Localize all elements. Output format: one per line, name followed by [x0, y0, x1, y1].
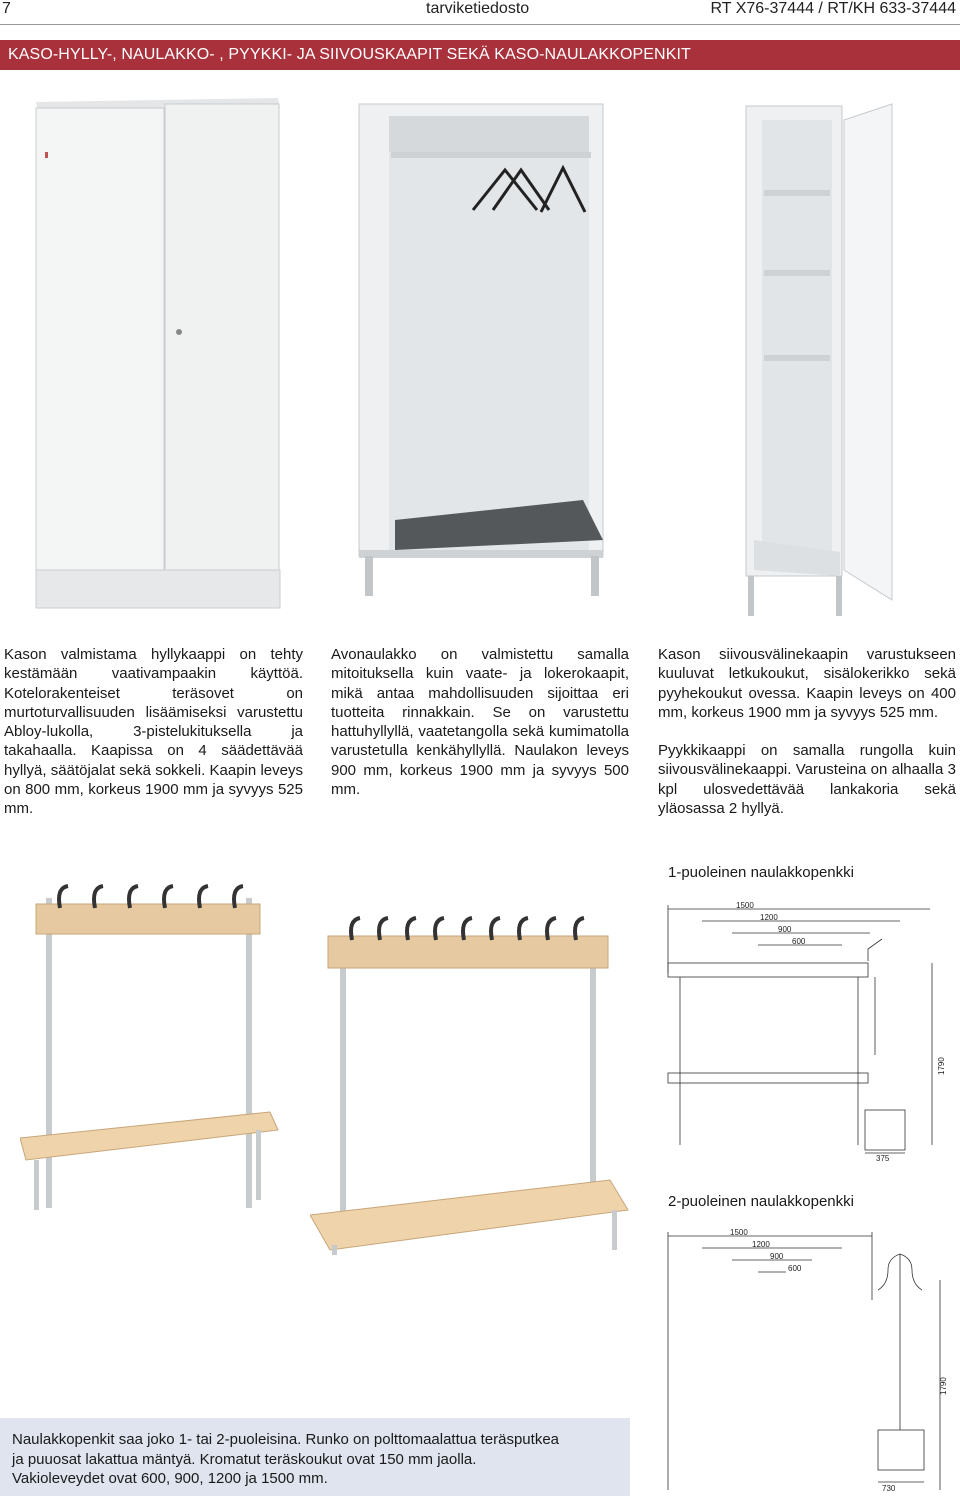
height-label: 1790	[939, 1377, 948, 1395]
open-coat-rack-photo	[355, 100, 610, 600]
cleaning-cabinet-photo	[740, 100, 900, 620]
width-label-600: 600	[788, 1264, 802, 1273]
document-code: RT X76-37444 / RT/KH 633-37444	[710, 0, 956, 17]
note-line-1: Naulakkopenkit saa joko 1- tai 2-puoleisina. Runko on polttomaalattua teräsputkea	[12, 1431, 560, 1448]
width-label-900: 900	[778, 925, 792, 934]
single-bench-caption: 1-puoleinen naulakkopenkki	[668, 864, 854, 881]
width-label-1200: 1200	[752, 1240, 770, 1249]
banner-title: KASO-HYLLY-, NAULAKKO- , PYYKKI- JA SIIVOUSKAAPIT SEKÄ KASO-NAULAKKOPENKIT	[8, 46, 691, 63]
double-bench-caption: 2-puoleinen naulakkopenkki	[668, 1193, 854, 1210]
width-label-1200: 1200	[760, 913, 778, 922]
cleaning-cabinet-description: Kason siivousvälinekaapin varustukseen kuuluvat letkukoukut, sisälokerikko sekä pyyhekoukut ovessa. Kaapin leveys on 400 mm, korkeus 1900 mm ja syvyys 525 mm.	[658, 646, 956, 721]
note-box	[0, 1418, 630, 1496]
double-bench-drawing	[660, 1220, 955, 1498]
width-label-1500: 1500	[736, 901, 754, 910]
header-rule	[0, 24, 960, 25]
cabinet-description: Kason valmistama hyllykaappi on tehty kestämään vaativampaakin käyttöä. Kotelorakenteiset teräsovet on murtoturvallisuuden lisäämiseksi varustettu Abloy-lukolla, 3-pistelukituksella ja takahaalla. Kaapissa on 4 säädettävää hyllyä, säätöjalat sekä sokkeli. Kaapin leveys on 800 mm, korkeus 1900 mm ja syvyys 525 mm.	[4, 646, 303, 818]
laundry-cabinet-description: Pyykkikaappi on samalla rungolla kuin siivousvälinekaappi. Varusteina on alhaalla 3 kpl ulosvedettävää lankakoria sekä yläosassa 2 hyllyä.	[658, 742, 956, 817]
double-sided-bench-photo	[310, 910, 630, 1255]
cabinet-photo	[28, 92, 288, 612]
height-label: 1790	[937, 1057, 946, 1075]
width-label-900: 900	[770, 1252, 784, 1261]
width-label-600: 600	[792, 937, 806, 946]
note-line-3: Vakioleveydet ovat 600, 900, 1200 ja 1500 mm.	[12, 1470, 328, 1487]
coat-rack-description: Avonaulakko on valmistettu samalla mitoituksella kuin vaate- ja lokerokaapit, mikä antaa mahdollisuuden sijoittaa eri tuotteita rinnakkain. Se on varustettu hattuhyllyllä, vaatetangolla sekä kumimatolla varustetulla kenkähyllyllä. Naulakon leveys 900 mm, korkeus 1900 mm ja syvyys 500 mm.	[331, 646, 629, 799]
single-sided-bench-photo	[20, 880, 290, 1220]
depth-label: 375	[876, 1154, 890, 1163]
document-type: tarviketiedosto	[426, 0, 530, 17]
depth-label: 730	[882, 1484, 896, 1493]
note-line-2: ja puuosat lakattua mäntyä. Kromatut teräskoukut ovat 150 mm jaolla.	[12, 1450, 477, 1468]
width-label-1500: 1500	[730, 1228, 748, 1237]
single-bench-drawing	[660, 895, 950, 1165]
title-banner	[0, 40, 960, 70]
page-number: 7	[2, 0, 11, 17]
